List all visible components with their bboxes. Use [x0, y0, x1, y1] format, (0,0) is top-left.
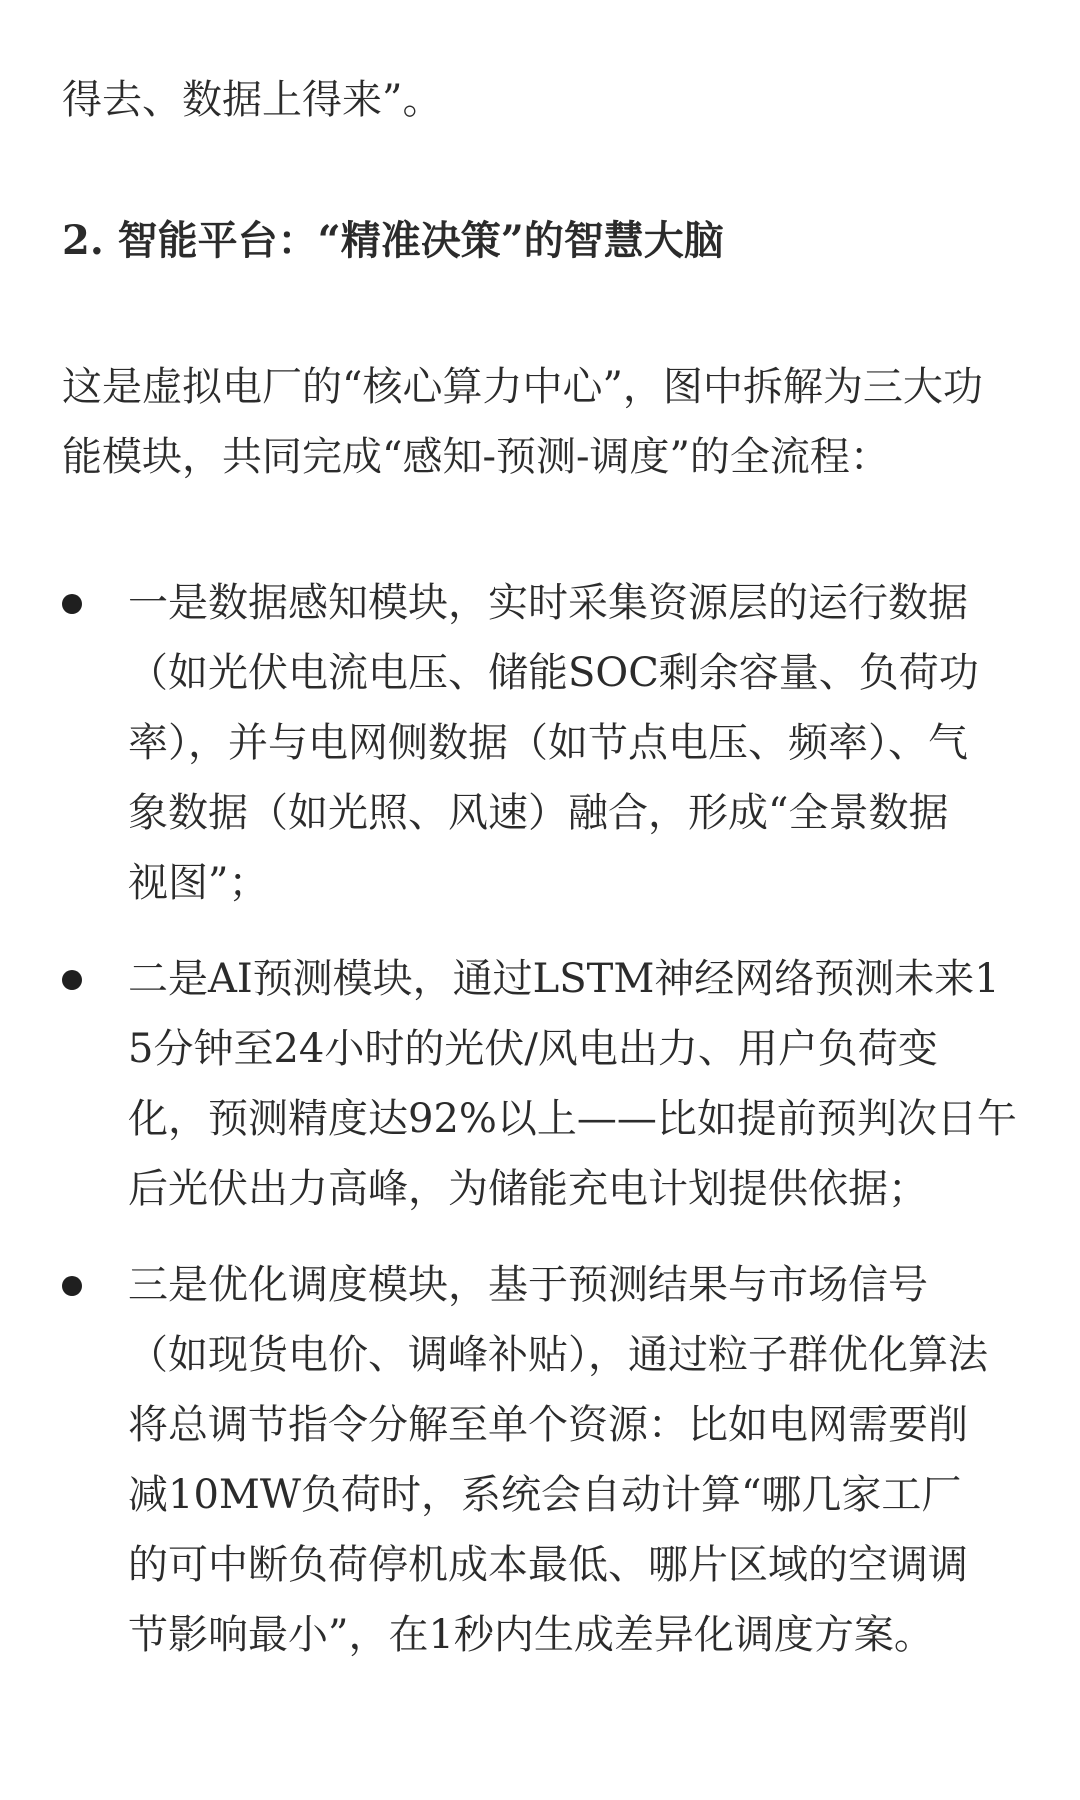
list-item-line: 5分钟至24小时的光伏/风电出力、用户负荷变 [128, 1026, 938, 1072]
list-item-line: 象数据（如光照、风速）融合，形成“全景数据 [128, 790, 949, 836]
list-item-line: 的可中断负荷停机成本最低、哪片区域的空调调 [128, 1542, 968, 1588]
list-item-line: （如光伏电流电压、储能SOC剩余容量、负荷功 [128, 650, 979, 696]
list-item-line: 二是AI预测模块，通过LSTM神经网络预测未来1 [128, 956, 1000, 1002]
list-item-data-perception [62, 568, 1022, 918]
list-item-line: 减10MW负荷时，系统会自动计算“哪几家工厂 [128, 1472, 962, 1518]
module-list [62, 568, 1022, 1696]
list-item-line: （如现货电价、调峰补贴），通过粒子群优化算法 [128, 1332, 988, 1378]
list-item-optimized-dispatch [62, 1250, 1022, 1670]
bullet-dot-icon [62, 970, 82, 990]
intro-paragraph [62, 352, 1022, 492]
section-title: 2. 智能平台：“精准决策”的智慧大脑 [62, 217, 724, 264]
list-item-ai-prediction [62, 944, 1022, 1224]
intro-line: 这是虚拟电厂的“核心算力中心”，图中拆解为三大功 [62, 364, 983, 410]
list-item-line: 化，预测精度达92%以上——比如提前预判次日午 [128, 1096, 1017, 1142]
bullet-dot-icon [62, 1276, 82, 1296]
bullet-dot-icon [62, 594, 82, 614]
list-item-line: 将总调节指令分解至单个资源：比如电网需要削 [128, 1402, 968, 1448]
list-item-line: 视图”； [128, 860, 269, 906]
list-item-line: 三是优化调度模块，基于预测结果与市场信号 [128, 1262, 928, 1308]
intro-line: 能模块，共同完成“感知-预测-调度”的全流程： [62, 434, 890, 480]
list-item-line: 一是数据感知模块，实时采集资源层的运行数据 [128, 580, 968, 626]
lead-paragraph: 得去、数据上得来”。 [62, 77, 443, 123]
list-item-line: 后光伏出力高峰，为储能充电计划提供依据； [128, 1166, 928, 1212]
list-item-line: 率），并与电网侧数据（如节点电压、频率）、气 [128, 720, 968, 766]
list-item-line: 节影响最小”，在1秒内生成差异化调度方案。 [128, 1612, 934, 1658]
